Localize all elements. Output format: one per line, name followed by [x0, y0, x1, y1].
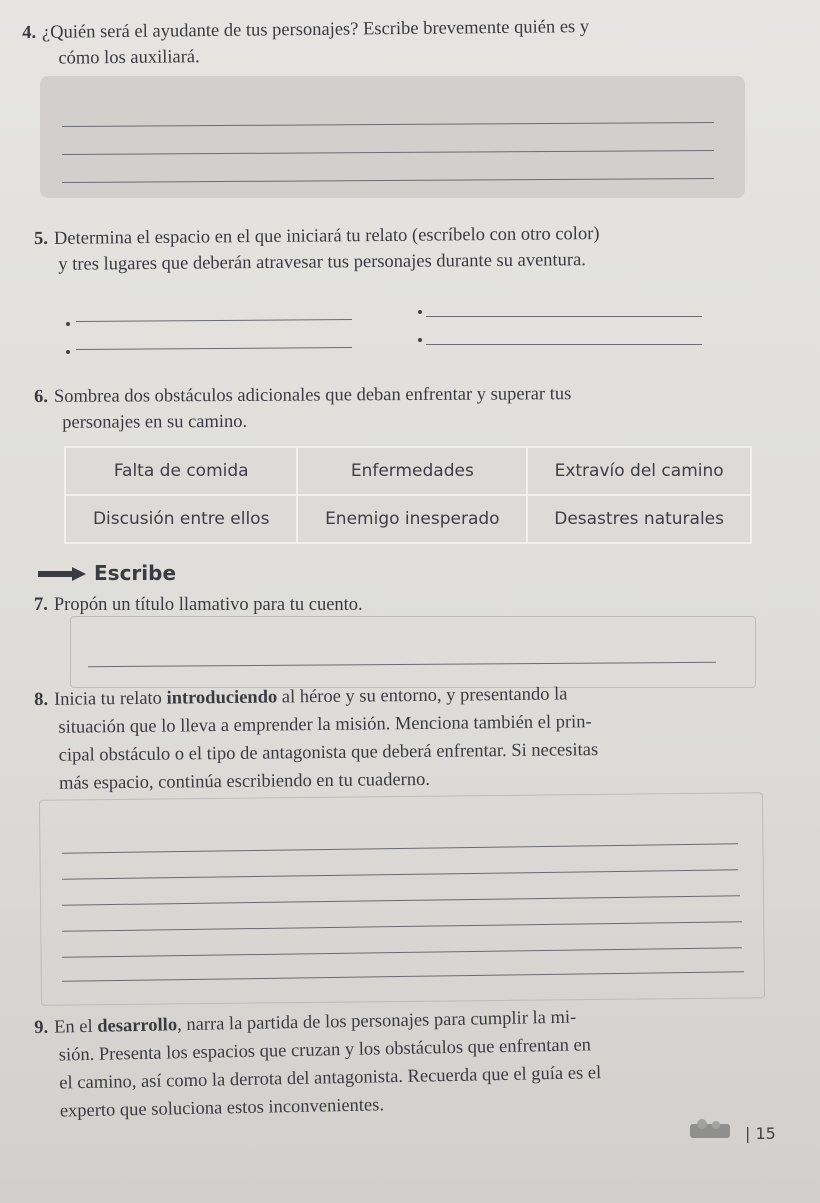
obstacle-option[interactable]: Enfermedades: [297, 447, 527, 495]
section-title: Escribe: [94, 561, 177, 585]
publisher-logo-icon: [688, 1118, 734, 1142]
question-7: [34, 592, 363, 618]
question-9: [34, 1003, 602, 1126]
question-number: 7.: [34, 595, 48, 615]
obstacle-option[interactable]: Desastres naturales: [527, 495, 751, 543]
place-line[interactable]: [426, 344, 702, 345]
question-text-line2: cómo los auxiliará.: [58, 47, 200, 69]
question-text-line3: cipal obstáculo o el tipo de antagonista que deberá enfrentar. Si necesitas: [58, 740, 599, 766]
question-4: [22, 14, 589, 72]
page-number: | 15: [745, 1124, 776, 1143]
obstacle-option[interactable]: Falta de comida: [65, 447, 297, 495]
question-text-bold: introduciendo: [166, 687, 278, 709]
question-text: Propón un título llamativo para tu cuento.: [53, 595, 363, 615]
question-text-line4: más espacio, continúa escribiendo en tu cuaderno.: [58, 769, 431, 794]
bullet: [418, 338, 422, 342]
question-text-line2: y tres lugares que deberán atravesar tus personajes durante su aventura.: [58, 250, 586, 275]
obstacles-table: [64, 446, 752, 544]
question-text-line2: personajes en su camino.: [62, 411, 248, 433]
section-arrow-icon: [38, 567, 86, 581]
question-text-line1: Sombrea dos obstáculos adicionales que deban enfrentar y superar tus: [53, 384, 572, 407]
question-8: [34, 680, 599, 798]
question-6: [34, 381, 571, 436]
question-text-line1: ¿Quién será el ayudante de tus personajes? Escribe brevemente quién es y: [41, 17, 590, 43]
title-box: [70, 616, 756, 688]
question-text: Inicia tu relato: [53, 688, 167, 710]
question-text-line1: Determina el espacio en el que iniciará tu relato (escríbelo con otro color): [53, 224, 600, 249]
question-5: [34, 221, 600, 278]
bullet: [418, 310, 422, 314]
place-line[interactable]: [76, 347, 352, 350]
place-line[interactable]: [76, 319, 352, 322]
question-text: En el: [53, 1016, 98, 1038]
bullet: [66, 322, 70, 326]
obstacle-option[interactable]: Enemigo inesperado: [297, 495, 527, 543]
obstacle-option[interactable]: Discusión entre ellos: [65, 495, 297, 543]
question-text: , narra la partida de los personajes para cumplir la mi-: [176, 1007, 577, 1036]
question-number: 5.: [34, 228, 49, 249]
question-number: 8.: [34, 689, 49, 710]
question-text: al héroe y su entorno, y presentando la: [277, 684, 568, 708]
obstacle-option[interactable]: Extravío del camino: [527, 447, 751, 495]
question-number: 4.: [22, 22, 37, 43]
question-text-line3: el camino, así como la derrota del antagonista. Recuerda que el guía es el: [59, 1063, 602, 1094]
bullet: [66, 350, 70, 354]
question-text-bold: desarrollo: [97, 1015, 178, 1037]
question-text-line2: situación que lo lleva a emprender la misión. Menciona también el prin-: [58, 712, 592, 738]
question-text-line4: experto que soluciona estos inconvenientes.: [59, 1095, 385, 1122]
question-number: 9.: [34, 1017, 49, 1038]
place-line[interactable]: [426, 316, 702, 317]
question-text-line2: sión. Presenta los espacios que cruzan y los obstáculos que enfrentan en: [58, 1035, 592, 1066]
question-number: 6.: [34, 386, 48, 407]
page-number-value: 15: [755, 1124, 776, 1143]
